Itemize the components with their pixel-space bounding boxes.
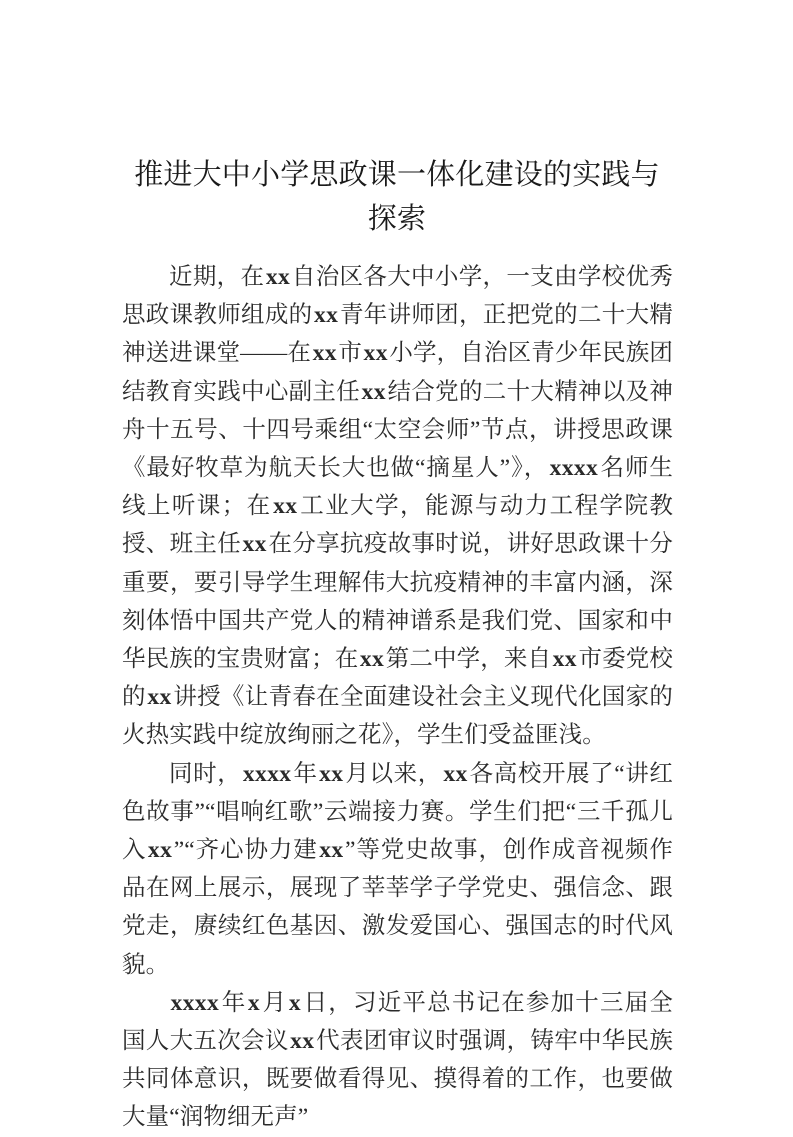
placeholder-token: xx (319, 837, 344, 864)
placeholder-token: xx (265, 264, 291, 290)
placeholder-token: x (247, 989, 261, 1016)
page-title-line-2: 探索 (367, 203, 427, 236)
document-body (122, 258, 673, 1137)
body-paragraph-3: xxxx年x月x日，习近平总书记在参加十三届全国人大五次会议xx代表团审议时强调，铸牢中华民族共同体意识，既要做看得见、摸得着的工作，也要做大量“润物细无声” (122, 989, 674, 1131)
placeholder-token: x (288, 989, 302, 1016)
placeholder-token: xxxx (549, 455, 599, 482)
placeholder-token: xxxx (170, 989, 220, 1016)
placeholder-token: xx (319, 760, 344, 787)
placeholder-token: xx (313, 302, 339, 329)
placeholder-token: xx (359, 646, 385, 673)
placeholder-token: xx (147, 837, 173, 864)
placeholder-token: xx (147, 684, 172, 711)
placeholder-token: xx (363, 340, 388, 367)
body-paragraph-2: 同时，xxxx年xx月以来，xx各高校开展了“讲红色故事”“唱响红歌”云端接力赛。学生们把“三千孤儿入xx”“齐心协力建xx”等党史故事，创作成音视频作品在网上展示，展现了莘莘学子学党史、强信念、跟党走，赓续红色基因、激发爱国心、强国志的时代风貌。 (122, 760, 673, 978)
placeholder-token: xx (361, 378, 386, 405)
placeholder-token: xx (242, 531, 267, 558)
placeholder-token: xx (443, 760, 468, 787)
placeholder-token: xx (552, 646, 577, 673)
placeholder-token: xxxx (242, 760, 292, 787)
page-title-line-1: 推进大中小学思政课一体化建设的实践与 (134, 159, 660, 192)
placeholder-token: xx (273, 493, 298, 520)
placeholder-token: xx (290, 1028, 315, 1055)
placeholder-token: xx (312, 340, 337, 367)
page-title (122, 153, 672, 241)
body-paragraph-1: 近期，在xx自治区各大中小学，一支由学校优秀思政课教师组成的xx青年讲师团，正把党的二十大精神送进课堂——在xx市xx小学，自治区青少年民族团结教育实践中心副主任xx结合党的二十大精神以及神舟十五号、十四号乘组“太空会师”节点，讲授思政课《最好牧草为航天长大也做“摘星人”》，xxxx名师生线上听课；在xx工业大学，能源与动力工程学院教授、班主任xx在分享抗疫故事时说，讲好思政课十分重要，要引导学生理解伟大抗疫精神的丰富内涵，深刻体悟中国共产党人的精神谱系是我们党、国家和中华民族的宝贵财富；在xx第二中学，来自xx市委党校的xx讲授《让青春在全面建设社会主义现代化国家的火热实践中绽放绚丽之花》，学生们受益匪浅。 (122, 264, 674, 749)
